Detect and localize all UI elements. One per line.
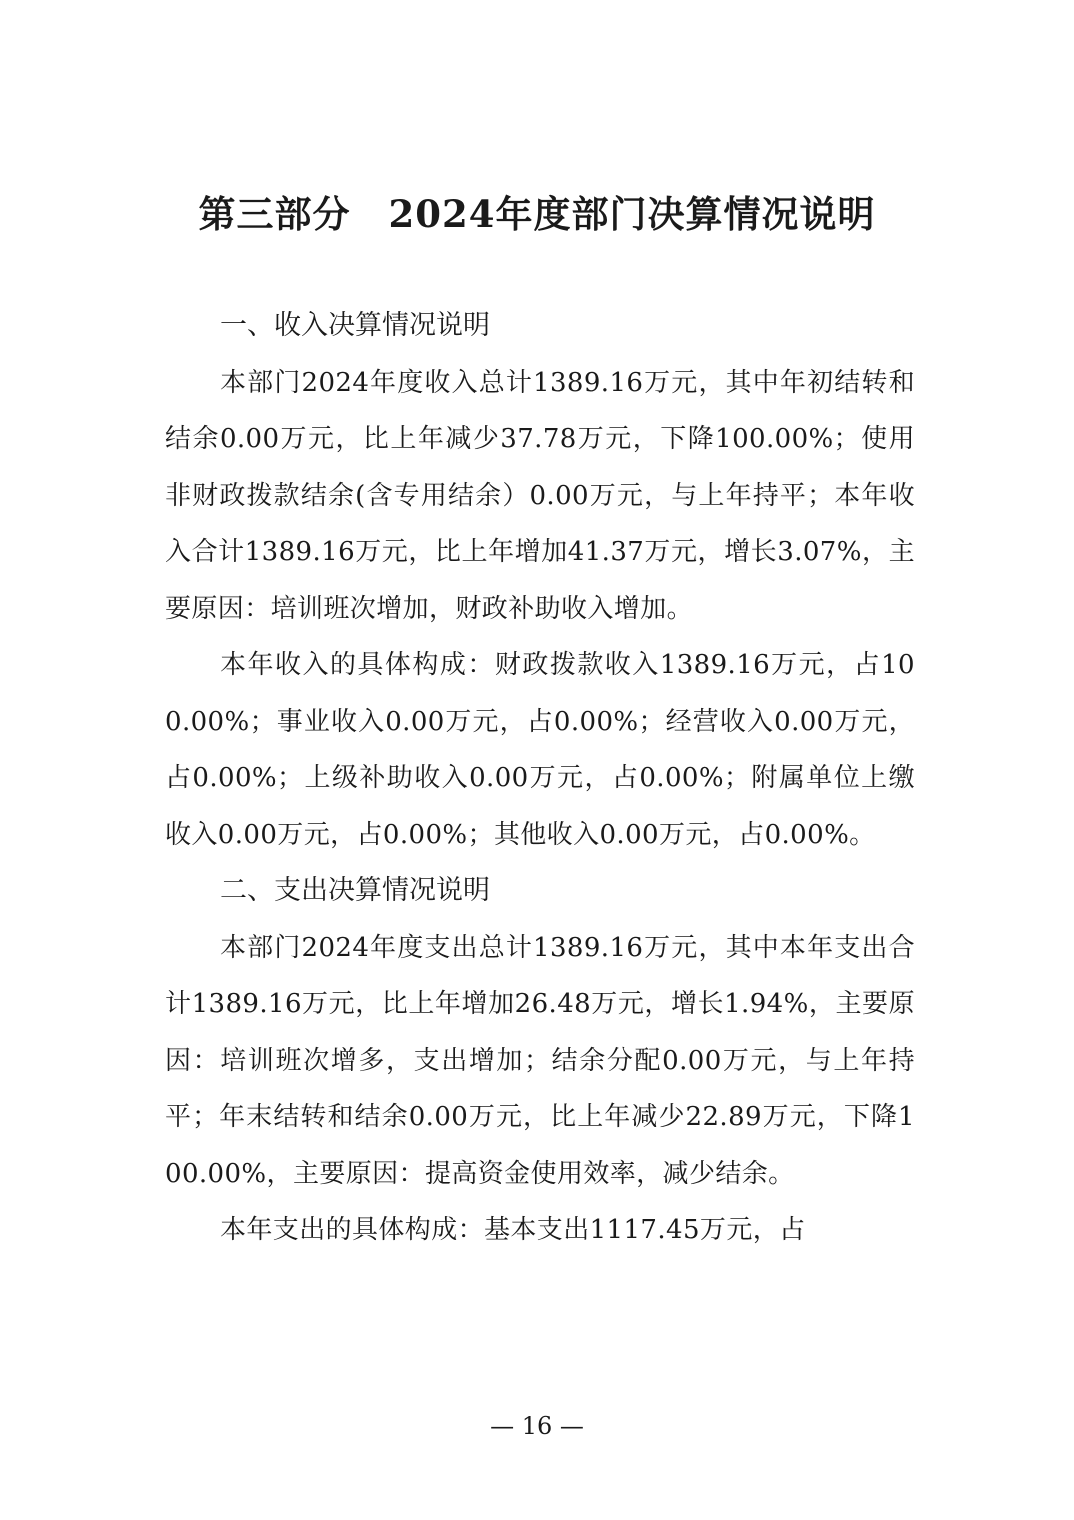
document-body — [165, 298, 915, 1259]
section-heading-expenditure: 二、支出决算情况说明 — [220, 875, 490, 906]
page-number: — 16 — — [490, 1412, 584, 1440]
page-title: 第三部分 2024年度部门决算情况说明 — [198, 192, 876, 236]
paragraph: 本部门2024年度收入总计1389.16万元，其中年初结转和结余0.00万元，比上年减少37.78万元，下降100.00%；使用非财政拨款结余(含专用结余）0.00万元，与上年持平；本年收入合计1389.16万元，比上年增加41.37万元，增长3.07%，主要原因：培训班次增加，财政补助收入增加。 — [165, 367, 915, 624]
paragraph: 本年收入的具体构成：财政拨款收入1389.16万元，占100.00%；事业收入0.00万元，占0.00%；经营收入0.00万元，占0.00%；上级补助收入0.00万元，占0.00%；附属单位上缴收入0.00万元，占0.00%；其他收入0.00万元，占0.00%。 — [165, 650, 915, 850]
section-expenditure — [165, 863, 915, 1259]
section-heading-income: 一、收入决算情况说明 — [220, 310, 490, 341]
paragraph: 本年支出的具体构成：基本支出1117.45万元，占 — [220, 1215, 806, 1245]
section-income — [165, 298, 915, 863]
paragraph: 本部门2024年度支出总计1389.16万元，其中本年支出合计1389.16万元，比上年增加26.48万元，增长1.94%，主要原因：培训班次增多，支出增加；结余分配0.00万元，与上年持平；年末结转和结余0.00万元，比上年减少22.89万元，下降100.00%，主要原因：提高资金使用效率，减少结余。 — [165, 932, 915, 1189]
